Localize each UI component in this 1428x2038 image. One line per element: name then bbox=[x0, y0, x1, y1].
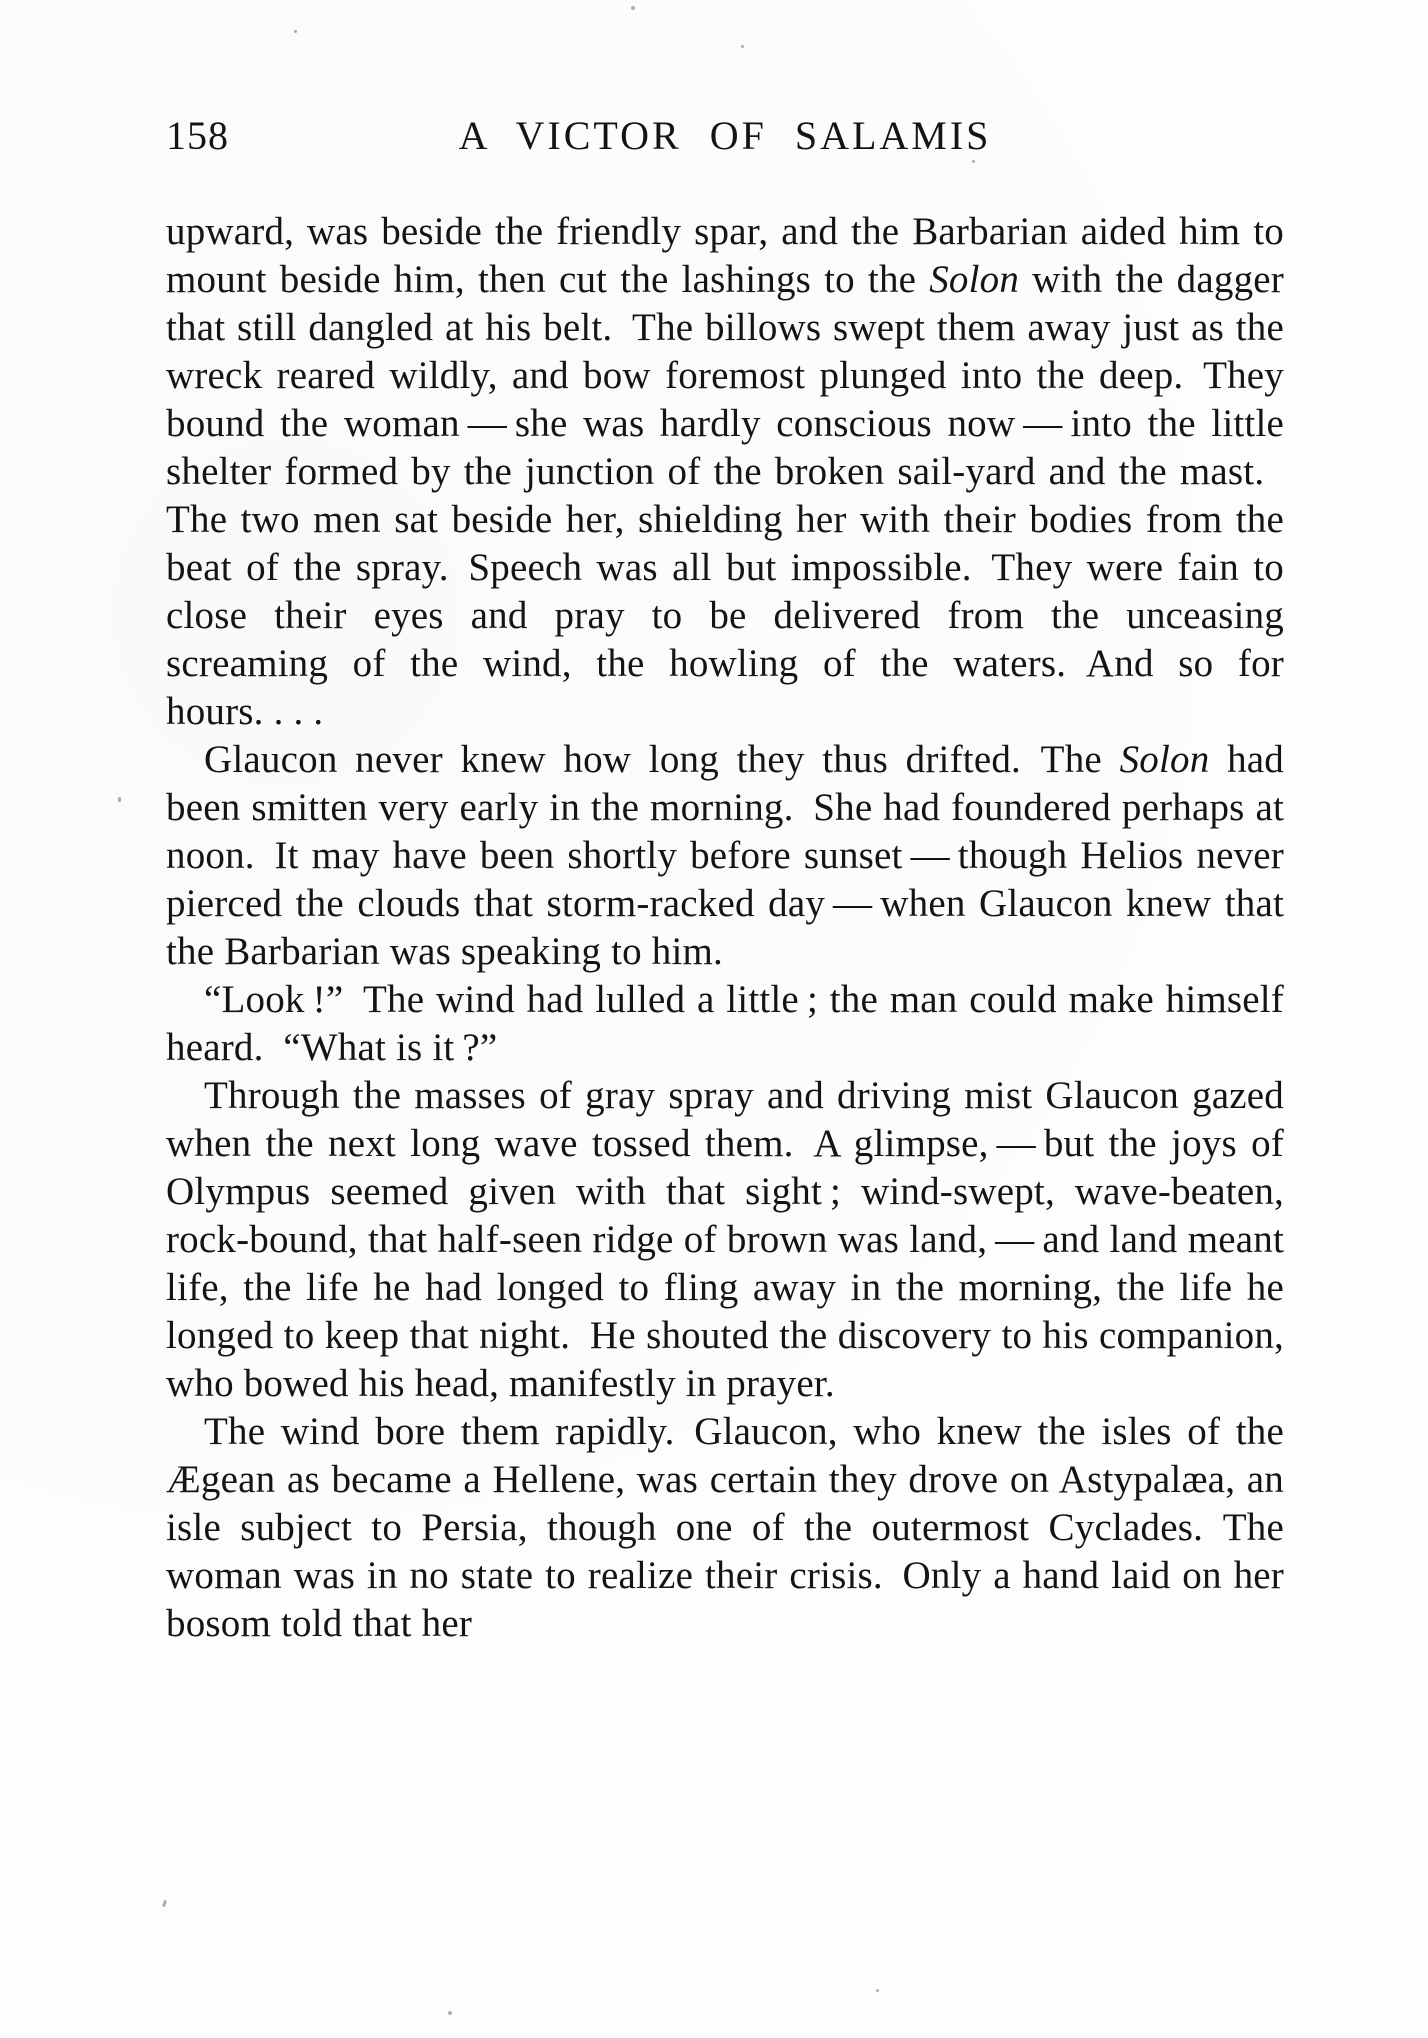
scan-speck bbox=[631, 6, 635, 10]
paragraph bbox=[166, 736, 1284, 976]
text-run: with the dagger that still dangled at his belt. The billows swept them away just as the wreck reared wildly, and bow foremost plunged into the deep. They bound the woman — she was hardly conscious now — into the little shelter formed by the junction of the broken sail-yard and the mast. The two men sat beside her, shielding her with their bodies from the beat of the spray. Speech was all but impossible. They were fain to close their eyes and pray to be delivered from the unceasing screaming of the wind, the howling of the waters. And so for hours. . . . bbox=[166, 258, 1284, 733]
paragraph bbox=[166, 1072, 1284, 1408]
text-run: Glaucon never knew how long they thus drifted. The bbox=[204, 738, 1120, 781]
scan-speck bbox=[448, 2011, 452, 2015]
paragraph bbox=[166, 1408, 1284, 1648]
text-run: Through the masses of gray spray and driving mist Glaucon gazed when the next long wave tossed them. A glimpse, — but the joys of Olympus seemed given with that sight ; wind-swept, wave-beaten, rock-bound, that half-seen ridge of brown was land, — and land meant life, the life he had longed to fling away in the morning, the life he longed to keep that night. He shouted the discovery to his companion, who bowed his head, manifestly in prayer. bbox=[166, 1074, 1284, 1405]
text-run: “Look !” The wind had lulled a little ; the man could make himself heard. “What is it ?” bbox=[166, 978, 1284, 1069]
scan-speck bbox=[972, 160, 975, 163]
scan-speck bbox=[162, 1900, 167, 1908]
italic-text: Solon bbox=[929, 258, 1020, 301]
italic-text: Solon bbox=[1119, 738, 1210, 781]
body-text bbox=[166, 208, 1284, 1648]
page-header bbox=[166, 113, 1284, 160]
text-run: upward, was beside the friendly spar, and the Barbarian aided him to mount beside him, then cut the lashings to the bbox=[166, 210, 1284, 301]
scan-speck bbox=[876, 1989, 879, 1992]
paragraph bbox=[166, 208, 1284, 736]
paragraph bbox=[166, 976, 1284, 1072]
scan-speck bbox=[294, 30, 297, 33]
scan-speck bbox=[118, 797, 121, 802]
running-title: A VICTOR OF SALAMIS bbox=[458, 113, 992, 158]
scan-speck bbox=[741, 45, 744, 48]
page-number: 158 bbox=[166, 113, 229, 158]
text-run: The wind bore them rapidly. Glaucon, who knew the isles of the Ægean as became a Hellene, was certain they drove on Astypalæa, an isle subject to Persia, though one of the outermost Cyclades. The woman was in no state to realize their crisis. Only a hand laid on her bosom told that her bbox=[166, 1410, 1284, 1645]
text-run: had been smitten very early in the morning. She had foundered perhaps at noon. It may have been shortly before sunset — though Helios never pierced the clouds that storm-racked day — when Glaucon knew that the Barbarian was speaking to him. bbox=[166, 738, 1284, 973]
